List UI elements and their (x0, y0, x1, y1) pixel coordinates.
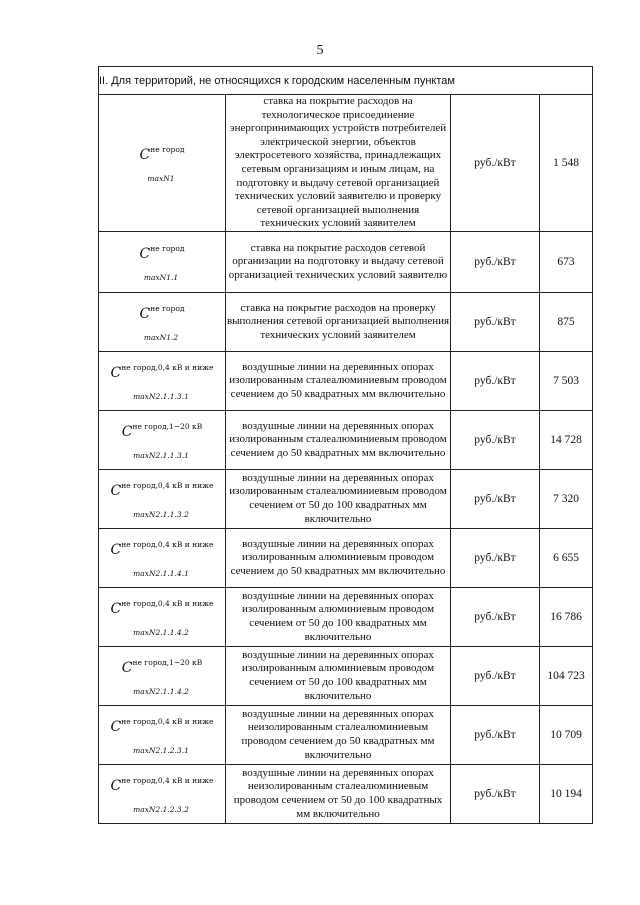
rate-value: 6 655 (540, 528, 593, 587)
rate-value: 1 548 (540, 95, 593, 232)
rate-value: 7 320 (540, 469, 593, 528)
table-row (99, 764, 593, 823)
rate-subscript: maxN2.1.1.4.1 (133, 568, 189, 578)
table-row (99, 646, 593, 705)
rate-superscript: не город,1−20 кВ (132, 421, 203, 431)
rate-symbol: $C^{не город}$ maxN1.1 (99, 231, 226, 292)
table-row (99, 351, 593, 410)
rate-subscript: maxN2.1.1.3.1 (133, 391, 189, 401)
rate-subscript: maxN2.1.1.4.2 (133, 686, 189, 696)
rate-value: 875 (540, 292, 593, 351)
rate-value: 16 786 (540, 587, 593, 646)
rate-symbol: $C^{не город,0,4 кВ и ниже}$ maxN2.1.1.3.1 (99, 351, 226, 410)
rate-superscript: не город,1−20 кВ (132, 657, 203, 667)
rate-unit: руб./кВт (451, 764, 540, 823)
rate-symbol: $C^{не город,0,4 кВ и ниже}$ maxN2.1.1.4.2 (99, 587, 226, 646)
rate-subscript: maxN2.1.2.3.2 (133, 804, 189, 814)
rate-symbol: $C^{не город,0,4 кВ и ниже}$ maxN2.1.2.3.2 (99, 764, 226, 823)
rate-description: воздушные линии на деревянных опорах изолированным алюминиевым проводом сечением от 50 до 100 квадратных мм включительно (226, 646, 451, 705)
rate-subscript: maxN1.2 (143, 332, 179, 342)
rate-subscript: maxN2.1.2.3.1 (133, 745, 189, 755)
rate-description: воздушные линии на деревянных опорах неизолированным сталеалюминиевым проводом сечением от 50 до 100 квадратных мм включительно (226, 764, 451, 823)
rate-superscript: не город,0,4 кВ и ниже (121, 539, 214, 549)
rate-description: ставка на покрытие расходов на технологическое присоединение энергопринимающих устройств потребителей электрической энергии, объектов электросетевого хозяйства, принадлежащих сетевым организациям и иным лицам, на подготовку и выдачу сетевой организацией технических условий заявителю и проверку сетевой организацией выполнения технических условий заявителем (226, 95, 451, 232)
rate-value: 7 503 (540, 351, 593, 410)
rate-description: ставка на покрытие расходов на проверку выполнения сетевой организацией выполнения технических условий заявителем (226, 292, 451, 351)
rate-superscript: не город,0,4 кВ и ниже (121, 775, 214, 785)
rate-unit: руб./кВт (451, 469, 540, 528)
table-row (99, 587, 593, 646)
rate-description: ставка на покрытие расходов сетевой организации на подготовку и выдачу сетевой организацией технических условий заявителю (226, 231, 451, 292)
rate-unit: руб./кВт (451, 351, 540, 410)
rate-description: воздушные линии на деревянных опорах изолированным алюминиевым проводом сечением от 50 до 100 квадратных мм включительно (226, 587, 451, 646)
table-row (99, 528, 593, 587)
rate-unit: руб./кВт (451, 292, 540, 351)
tariff-table (98, 66, 593, 824)
rate-description: воздушные линии на деревянных опорах неизолированным сталеалюминиевым проводом сечением до 50 квадратных мм включительно (226, 705, 451, 764)
rate-superscript: не город (150, 243, 185, 253)
rate-value: 14 728 (540, 410, 593, 469)
tariff-table-body (99, 67, 593, 824)
rate-unit: руб./кВт (451, 231, 540, 292)
table-row (99, 231, 593, 292)
table-row (99, 410, 593, 469)
rate-superscript: не город,0,4 кВ и ниже (121, 480, 214, 490)
rate-description: воздушные линии на деревянных опорах изолированным алюминиевым проводом сечением до 50 квадратных мм включительно (226, 528, 451, 587)
rate-description: воздушные линии на деревянных опорах изолированным сталеалюминиевым проводом сечением от 50 до 100 квадратных мм включительно (226, 469, 451, 528)
rate-unit: руб./кВт (451, 410, 540, 469)
rate-superscript: не город (150, 303, 185, 313)
rate-value: 10 709 (540, 705, 593, 764)
rate-symbol: $C^{не город,1-20 кВ}$ maxN2.1.1.3.1 (99, 410, 226, 469)
rate-unit: руб./кВт (451, 705, 540, 764)
rate-symbol: $C^{не город}$ maxN1.2 (99, 292, 226, 351)
rate-subscript: maxN1.1 (143, 272, 179, 282)
rate-unit: руб./кВт (451, 95, 540, 232)
rate-subscript: maxN2.1.1.4.2 (133, 627, 189, 637)
rate-description: воздушные линии на деревянных опорах изолированным сталеалюминиевым проводом сечением до 50 квадратных мм включительно (226, 410, 451, 469)
page-number: 5 (316, 43, 324, 58)
rate-unit: руб./кВт (451, 528, 540, 587)
rate-unit: руб./кВт (451, 646, 540, 705)
rate-subscript: maxN2.1.1.3.1 (133, 450, 189, 460)
rate-value: 10 194 (540, 764, 593, 823)
rate-description: воздушные линии на деревянных опорах изолированным сталеалюминиевым проводом сечением до 50 квадратных мм включительно (226, 351, 451, 410)
section-header-row (99, 67, 593, 95)
rate-superscript: не город,0,4 кВ и ниже (121, 362, 214, 372)
table-row (99, 705, 593, 764)
rate-superscript: не город,0,4 кВ и ниже (121, 716, 214, 726)
rate-subscript: maxN2.1.1.3.2 (133, 509, 189, 519)
rate-superscript: не город,0,4 кВ и ниже (121, 598, 214, 608)
rate-symbol: $C^{не город,0,4 кВ и ниже}$ maxN2.1.1.3.2 (99, 469, 226, 528)
rate-unit: руб./кВт (451, 587, 540, 646)
table-row (99, 95, 593, 232)
rate-value: 104 723 (540, 646, 593, 705)
rate-symbol: $C^{не город,1-20 кВ}$ maxN2.1.1.4.2 (99, 646, 226, 705)
table-row (99, 469, 593, 528)
rate-subscript: maxN1 (147, 173, 175, 183)
rate-symbol: $C^{не город,0,4 кВ и ниже}$ maxN2.1.1.4.1 (99, 528, 226, 587)
rate-value: 673 (540, 231, 593, 292)
section-title: II. Для территорий, не относящихся к городским населенным пунктам (99, 67, 593, 95)
table-row (99, 292, 593, 351)
rate-symbol: $C^{не город}$ maxN1 (99, 95, 226, 232)
rate-superscript: не город (150, 144, 185, 154)
rate-symbol: $C^{не город,0,4 кВ и ниже}$ maxN2.1.2.3.1 (99, 705, 226, 764)
